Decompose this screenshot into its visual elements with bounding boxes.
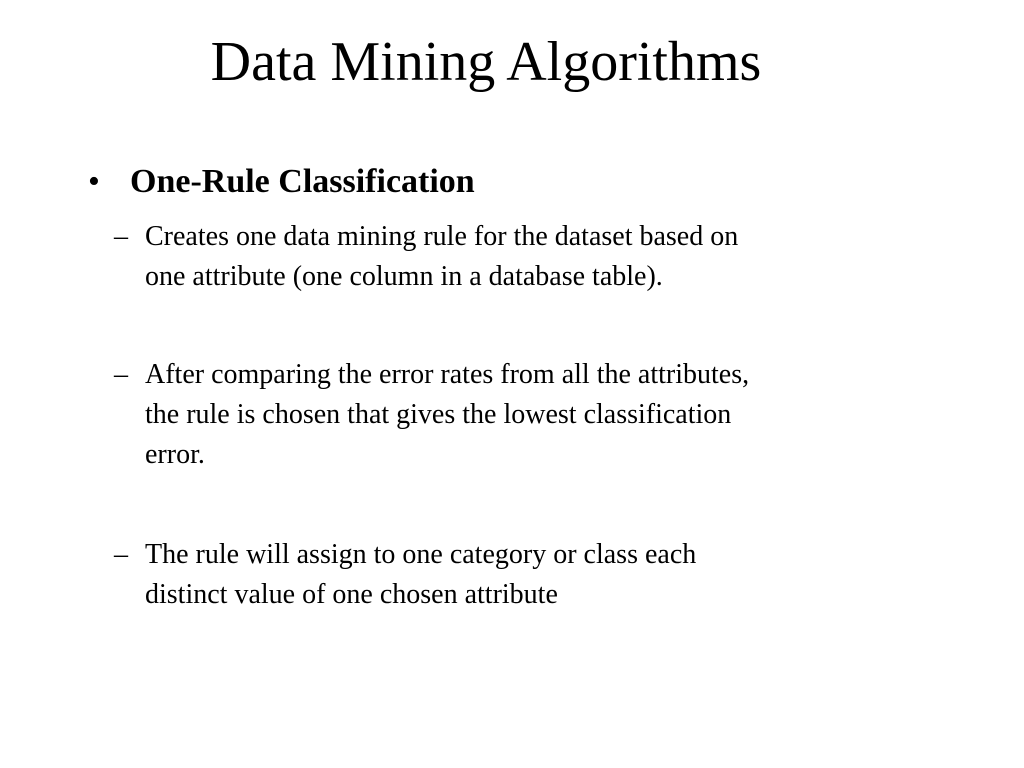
sub-bullet-marker: – [114, 221, 128, 252]
sub-bullet-line: Creates one data mining rule for the dataset based on [145, 221, 739, 252]
sub-bullet-marker: – [114, 539, 128, 570]
slide-title: Data Mining Algorithms [210, 31, 762, 93]
sub-bullet-line: The rule will assign to one category or class each [145, 539, 697, 570]
sub-bullet-item [114, 355, 914, 475]
bullet-heading: One-Rule Classification [130, 163, 475, 200]
sub-bullet-marker: – [114, 359, 128, 390]
bullet-item [88, 160, 475, 204]
sub-bullet-line: After comparing the error rates from all the attributes, [145, 359, 750, 390]
sub-bullet-line: one attribute (one column in a database table). [145, 261, 663, 292]
sub-bullet-line: the rule is chosen that gives the lowest classification [145, 399, 732, 430]
sub-bullet-line: distinct value of one chosen attribute [145, 579, 558, 610]
sub-bullet-item [114, 535, 914, 615]
sub-bullet-item [114, 217, 914, 297]
bullet-marker: • [88, 163, 100, 200]
sub-bullet-line: error. [145, 439, 205, 470]
